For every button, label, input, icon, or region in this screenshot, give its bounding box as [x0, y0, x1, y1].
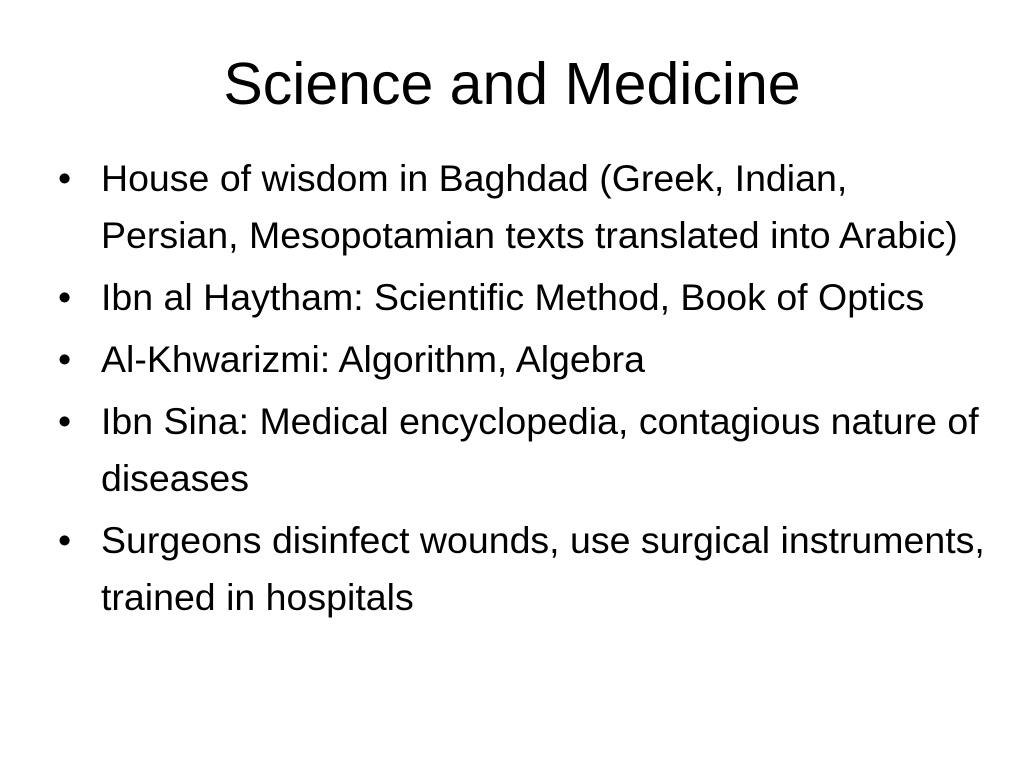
- bullet-icon: •: [58, 400, 72, 442]
- bullet-list: [58, 150, 988, 631]
- bullet-text: Al-Khwarizmi: Algorithm, Algebra: [101, 338, 645, 380]
- bullet-icon: •: [58, 519, 72, 561]
- bullet-text: Ibn al Haytham: Scientific Method, Book of Optics: [101, 276, 925, 318]
- bullet-icon: •: [58, 276, 72, 318]
- bullet-icon: •: [58, 338, 72, 380]
- bullet-item: [58, 393, 988, 507]
- bullet-item: [58, 269, 988, 326]
- bullet-icon: •: [58, 157, 72, 199]
- bullet-item: [58, 150, 988, 264]
- bullet-text: House of wisdom in Baghdad (Greek, Indian, Persian, Mesopotamian texts translated into Arabic): [101, 157, 958, 256]
- bullet-text: Surgeons disinfect wounds, use surgical instruments, trained in hospitals: [101, 519, 985, 618]
- bullet-text: Ibn Sina: Medical encyclopedia, contagious nature of diseases: [101, 400, 979, 499]
- bullet-item: [58, 512, 988, 626]
- slide-title: Science and Medicine: [223, 51, 801, 117]
- bullet-item: [58, 331, 988, 388]
